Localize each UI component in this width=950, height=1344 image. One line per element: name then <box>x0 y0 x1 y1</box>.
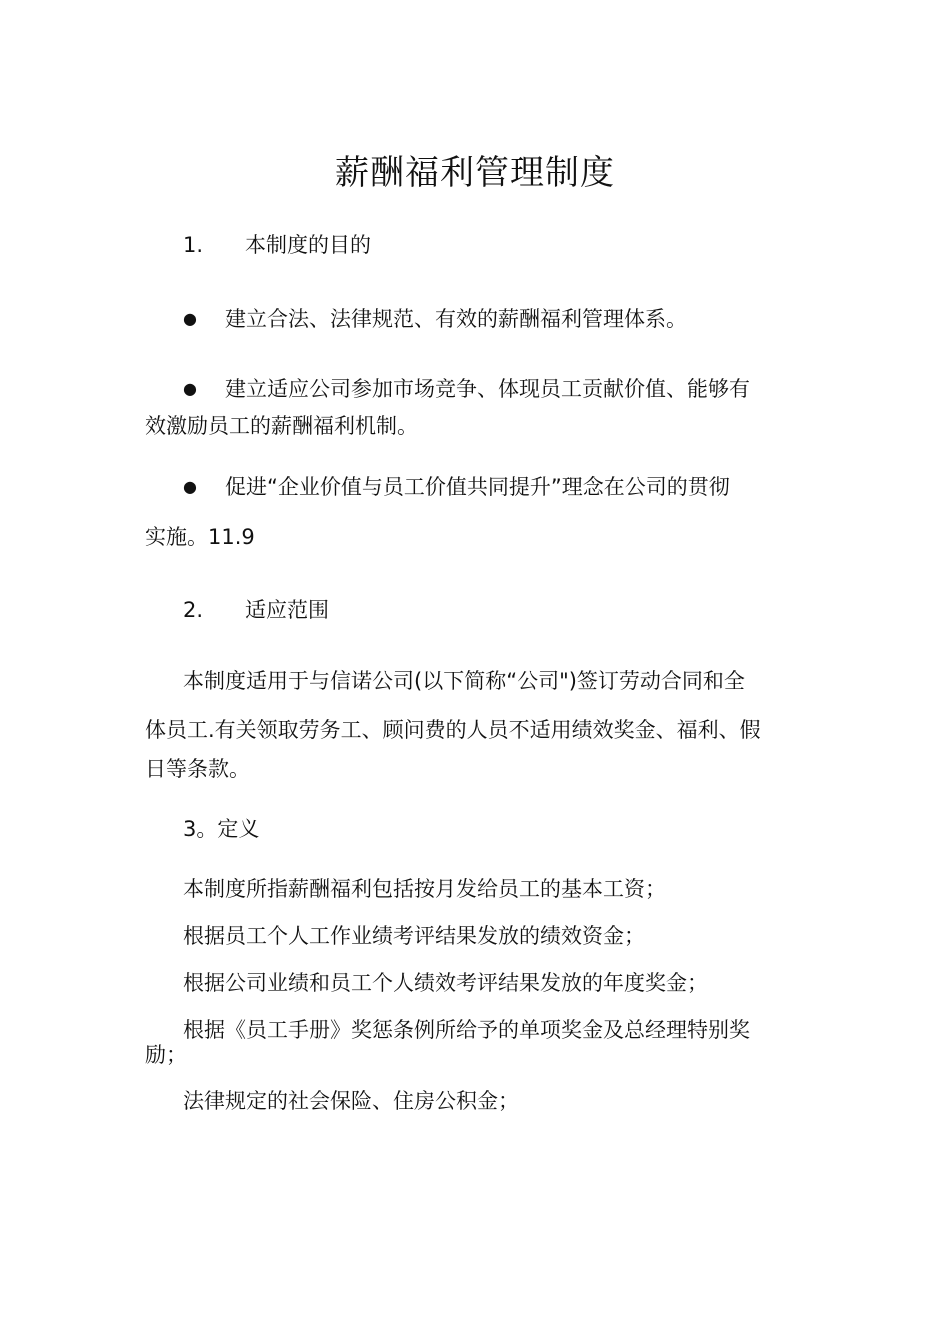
definition-item-4-line-2: 励； <box>145 1043 187 1067</box>
section-2-heading <box>183 596 843 624</box>
bullet-icon: ● <box>183 379 197 398</box>
bullet-item-2-text-line-2: 效激励员工的薪酬福利机制。 <box>145 414 418 438</box>
definition-item-4-line-1: 根据《员工手册》奖惩条例所给予的单项奖金及总经理特别奖 <box>183 1018 750 1042</box>
definition-item-3: 根据公司业绩和员工个人绩效考评结果发放的年度奖金； <box>183 971 708 995</box>
bullet-item-1-text: 建立合法、法律规范、有效的薪酬福利管理体系。 <box>225 307 687 331</box>
section-2-paragraph-line-1: 本制度适用于与信诺公司(以下简称“公司")签订劳动合同和全 <box>183 669 745 693</box>
definition-item-5: 法律规定的社会保险、住房公积金； <box>183 1089 519 1113</box>
definition-item-1: 本制度所指薪酬福利包括按月发给员工的基本工资； <box>183 877 666 901</box>
definition-item-2: 根据员工个人工作业绩考评结果发放的绩效资金； <box>183 924 645 948</box>
bullet-item-3-text-line-1: 促进“企业价值与员工价值共同提升”理念在公司的贯彻 <box>225 475 730 499</box>
section-3-heading: 3。定义 <box>183 817 260 841</box>
section-2-paragraph-line-2: 体员工.有关领取劳务工、顾问费的人员不适用绩效奖金、福利、假 <box>145 718 761 742</box>
section-1-number: 1. <box>183 233 204 257</box>
bullet-icon: ● <box>183 309 197 328</box>
bullet-item-3-text-line-2: 实施。11.9 <box>145 525 255 549</box>
section-1-heading <box>183 231 843 259</box>
bullet-item-3 <box>183 473 843 501</box>
section-1-title: 本制度的目的 <box>245 233 371 257</box>
section-2-paragraph-line-3: 日等条款。 <box>145 757 250 781</box>
bullet-item-2 <box>183 375 843 403</box>
bullet-item-2-text-line-1: 建立适应公司参加市场竞争、体现员工贡献价值、能够有 <box>225 377 750 401</box>
section-2-title: 适应范围 <box>245 598 329 622</box>
bullet-item-1 <box>183 305 843 333</box>
bullet-icon: ● <box>183 477 197 496</box>
document-title: 薪酬福利管理制度 <box>335 153 615 193</box>
section-2-number: 2. <box>183 598 204 622</box>
